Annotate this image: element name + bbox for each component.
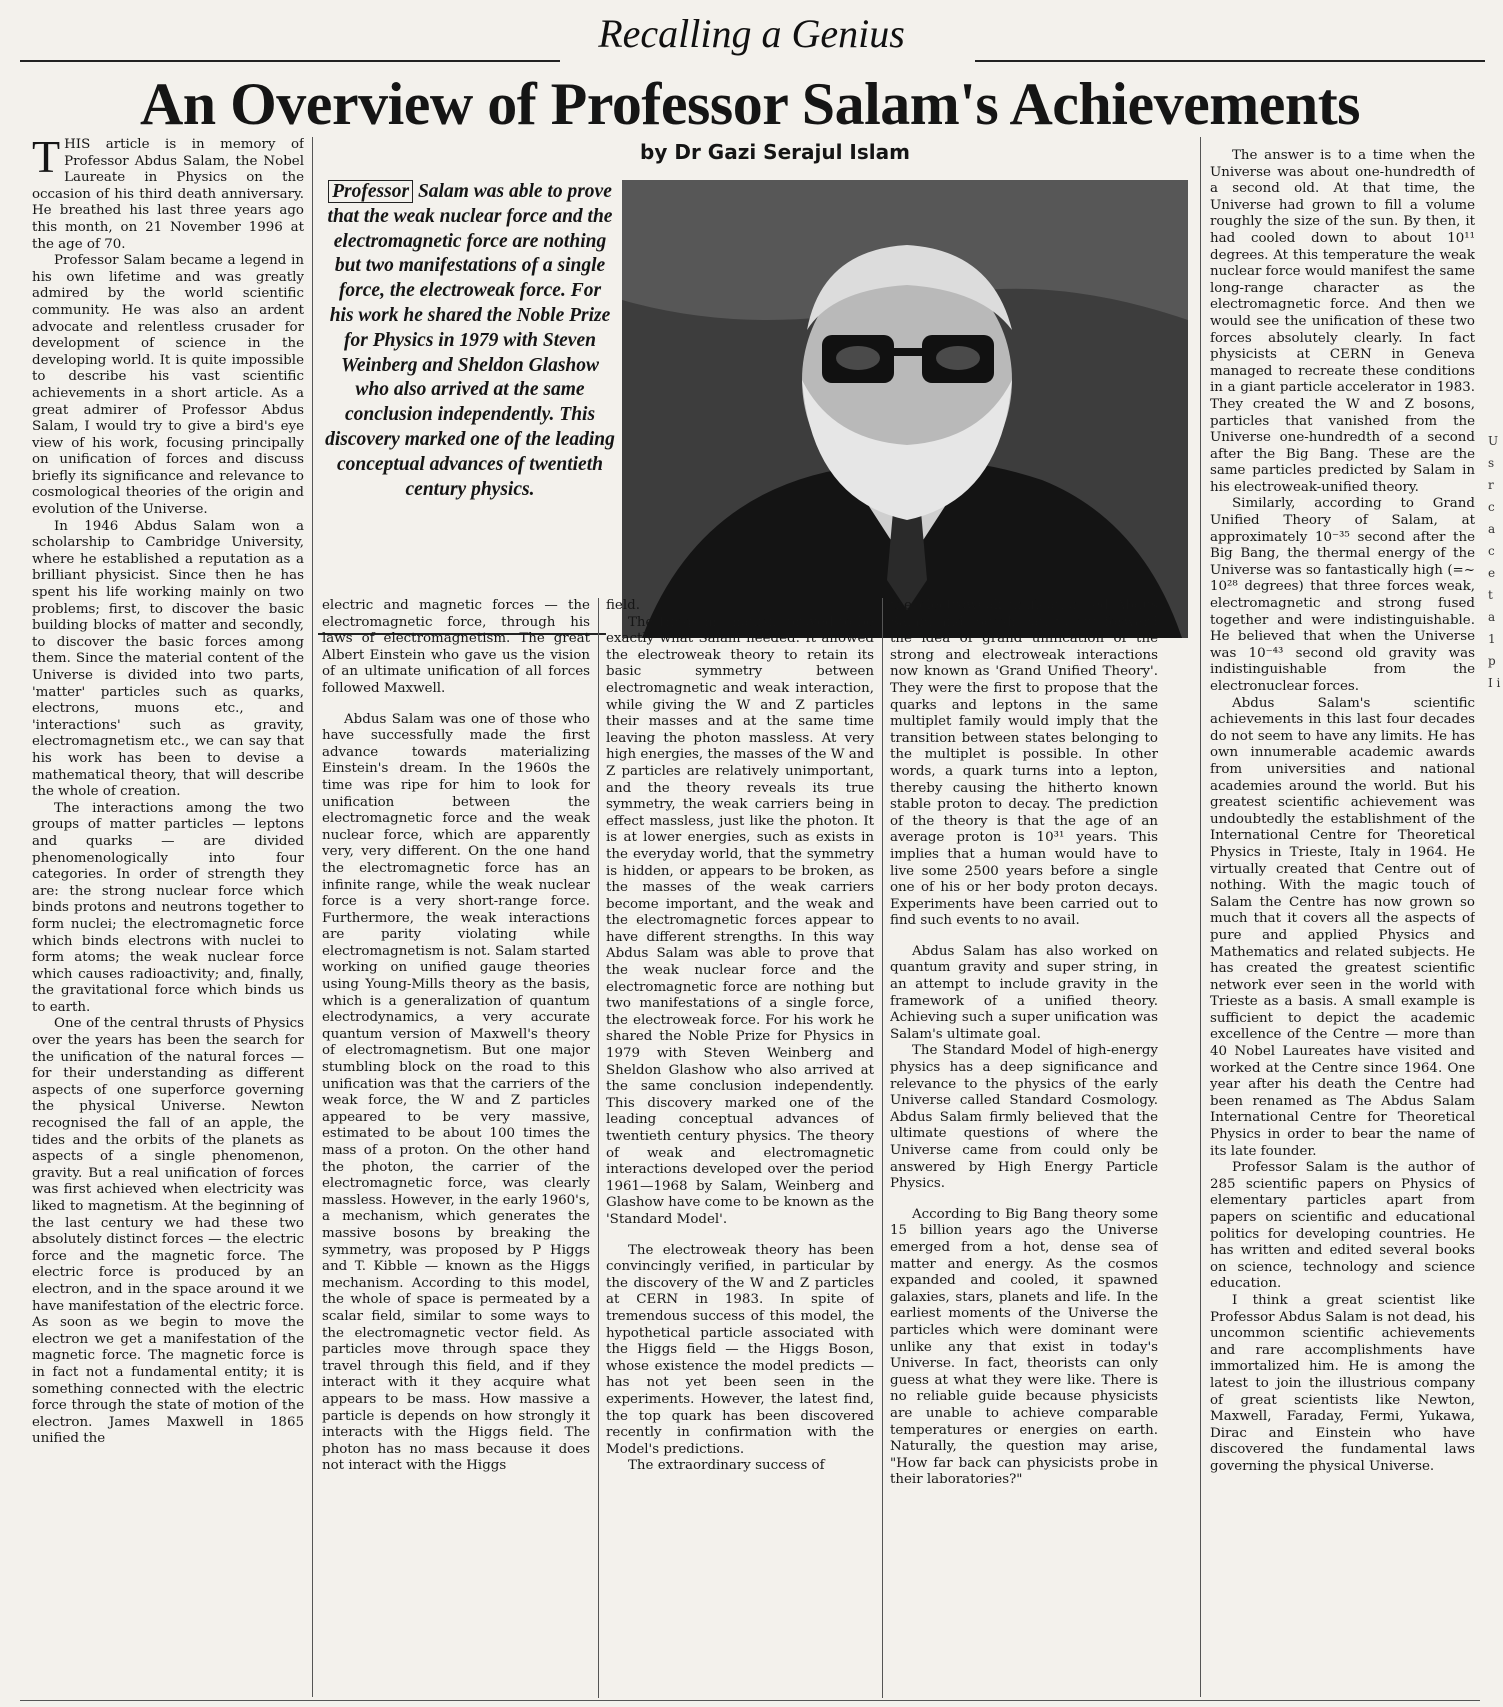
column-2 bbox=[322, 598, 590, 1698]
pull-quote bbox=[325, 180, 615, 502]
kicker: Recalling a Genius bbox=[598, 11, 905, 56]
col4-paragraph-4: According to Big Bang theory some 15 billion years ago the Universe emerged from a hot, dense sea of matter and energy. As the cosmos expanded and cooled, it spawned galaxies, stars, planets and life. In the earliest moments of the Universe the particles which were dominant were unlike any that exist in today's Universe. In fact, theorists can only guess at what they were like. There is no reliable guide because physicists are unable to achieve comparable temperatures or energies on earth. Naturally, the question may arise, "How far back can physicists probe in their laboratories?" bbox=[890, 1206, 1158, 1488]
kicker-rule-right bbox=[975, 60, 1485, 62]
col3-paragraph-1: field. bbox=[606, 598, 640, 613]
column-3 bbox=[606, 598, 874, 1698]
column-1 bbox=[32, 137, 304, 1699]
column-divider bbox=[312, 137, 313, 1697]
portrait-illustration bbox=[622, 180, 1188, 638]
col5-paragraph-3: Abdus Salam's scientific achievements in this last four decades do not seem to have any limits. He has own innumerable academic awards from universities and national academies around the world. But his greatest scientific achievement was undoubtedly the establishment of the International Centre for Theoretical Physics in Trieste, Italy in 1964. He virtually created that Centre out of nothing. With the magic touch of Salam the Centre has now grown so much that it covers all the aspects of pure and applied Physics and Mathematics and related subjects. He has created the greatest scientific network ever seen in the world with Trieste as a basis. A small example is sufficient to depict the academic excellence of the Centre — more than 40 Nobel Laureates have visited and worked at the Centre since 1964. One year after his death the Centre had been renamed as The Abdus Salam International Centre for Theoretical Physics in order to bear the name of its late founder. bbox=[1210, 695, 1475, 1159]
col5-paragraph-1: The answer is to a time when the Universe was about one-hundredth of a second old. At that time, the Universe had grown to fill a volume roughly the size of the sun. By then, it had cooled down to about 10¹¹ degrees. At this temperature the weak nuclear force would manifest the same long-range character as the electromagnetic force. And then we would see the unification of these two forces absolutely clearly. In fact physicists at CERN in Geneva managed to recreate these conditions in a giant particle accelerator in 1983. They created the W and Z bosons, particles that vanished from the Universe one-hundredth of a second after the Big Bang. These are the same particles predicted by Salam in his electroweak-unified theory. bbox=[1210, 148, 1475, 495]
pull-quote-text: Salam was able to prove that the weak nuclear force and the electromagnetic force are nothing but two manifestations of a single force, the electroweak force. For his work he shared the Noble Prize for Physics in 1979 with Steven Weinberg and Sheldon Glashow who also arrived at the same conclusion independently. This discovery marked one of the leading conceptual advances of twentieth century physics. bbox=[325, 181, 615, 500]
column-5 bbox=[1210, 148, 1475, 1698]
col4-paragraph-3: The Standard Model of high-energy physics has a deep significance and relevance to the physics of the early Universe called Standard Cosmology. Abdus Salam firmly believed that the ultimate questions of where the Universe came from could only be answered by High Energy Particle Physics. bbox=[890, 1043, 1158, 1192]
column-divider bbox=[598, 598, 599, 1698]
col3-paragraph-4: The extraordinary success of bbox=[628, 1458, 825, 1474]
portrait-photo bbox=[622, 180, 1188, 638]
col1-paragraph-4: The interactions among the two groups of matter particles — leptons and quarks — are divided phenomenologically into four categories. In order of strength they are: the strong nuclear force which binds protons and neutrons together to form nuclei; the electromagnetic force which binds electrons with nuclei to form atoms; the weak nuclear force which causes radioactivity; and, finally, the gravitational force which binds us to earth. bbox=[32, 800, 304, 1015]
byline: by Dr Gazi Serajul Islam bbox=[640, 140, 910, 164]
drop-cap: T bbox=[32, 137, 61, 182]
col2-paragraph-2: Abdus Salam was one of those who have successfully made the first advance towards materializing Einstein's dream. In the 1960s the time was ripe for him to look for unification between the electromagnetic force and the weak nuclear force, which are apparently very, very different. On the one hand the electromagnetic force has an infinite range, while the weak nuclear force is a very short-range force. Furthermore, the weak interactions are parity violating while electromagnetism is not. Salam started working on unified gauge theories using Young-Mills theory as the basis, which is a generalization of quantum electrodynamics, a very accurate quantum version of Maxwell's theory of electromagnetism. But one major stumbling block on the road to this unification was that the carriers of the weak force, the W and Z particles appeared to be very massive, estimated to be about 100 times the mass of a proton. On the other hand the photon, the carrier of the electromagnetic force, was clearly massless. However, in the early 1960's, a mechanism, which generates the massive bosons by breaking the symmetry, was proposed by P Higgs and T. Kibble — known as the Higgs mechanism. According to this model, the whole of space is permeated by a scalar field, similar to some ways to the electromagnetic vector field. As particles move through space they travel through this field, and if they interact with it they acquire what appears to be mass. How massive a particle is depends on how strongly it interacts with the Higgs field. The photon has no mass because it does not interact with the Higgs bbox=[322, 711, 590, 1474]
pull-quote-tag: Professor bbox=[328, 180, 413, 203]
column-divider bbox=[1200, 137, 1201, 1697]
col3-paragraph-3: The electroweak theory has been convincingly verified, in particular by the discovery of the W and Z particles at CERN in 1983. In spite of tremendous success of this model, the hypothetical particle associated with the Higgs field — the Higgs Boson, whose existence the model predicts — has not yet been seen in the experiments. However, the latest find, the top quark has been discovered recently in confirmation with the Model's predictions. bbox=[606, 1242, 874, 1457]
column-divider bbox=[882, 598, 883, 1698]
bottom-rule bbox=[20, 1700, 1480, 1701]
col5-paragraph-2: Similarly, according to Grand Unified Theory of Salam, at approximately 10⁻³⁵ second after the Big Bang, the thermal energy of the Universe was so fantastically high (=~ 10²⁸ degrees) that three forces weak, electromagnetic and strong fused together and were indistinguishable. He believed that when the Universe was 10⁻⁴³ second old gravity was indistinguishable from the electronuclear forces. bbox=[1210, 496, 1475, 694]
col4-paragraph-1: the electroweak unification led Abdus Salam and Jogesh Pati to put forward the idea of grand unification of the strong and electroweak interactions now known as 'Grand Unified Theory'. They were the first to propose that the quarks and leptons in the same multiplet family would imply that the transition between states belonging to the multiplet is possible. In other words, a quark turns into a lepton, thereby causing the hitherto known stable proton to decay. The prediction of the theory is that the age of an average proton is 10³¹ years. This implies that a human would have to live some 2500 years before a single one of his or her body proton decays. Experiments have been carried out to find such events to no avail. bbox=[890, 598, 1158, 929]
col2-paragraph-1: electric and magnetic forces — the electromagnetic force, through his laws of electromagnetism. The great Albert Einstein who gave us the vision of an ultimate unification of all forces followed Maxwell. bbox=[322, 598, 590, 696]
kicker-rule-left bbox=[20, 60, 560, 62]
col1-paragraph-2: Professor Salam became a legend in his own lifetime and was greatly admired by the world scientific community. He was also an ardent advocate and relentless crusader for development of science in the developing world. It is quite impossible to describe his vast scientific achievements in a short article. As a great admirer of Professor Abdus Salam, I would try to give a bird's eye view of his work, focusing principally on unification of forces and discuss briefly its significance and relevance to cosmological theories of the origin and evolution of the Universe. bbox=[32, 253, 304, 518]
col3-paragraph-2: The Higgs mechanism proved to be exactly what Salam needed. It allowed the electroweak theory to retain its basic symmetry between electromagnetic and weak interaction, while giving the W and Z particles their masses and at the same time leaving the photon massless. At very high energies, the masses of the W and Z particles are relatively unimportant, and the theory reveals its true symmetry, the weak carriers being in effect massless, just like the photon. It is at lower energies, such as exists in the everyday world, that the symmetry is hidden, or appears to be broken, as the masses of the weak carriers become important, and the weak and the electromagnetic forces appear to have different strengths. In this way Abdus Salam was able to prove that the weak nuclear force and the electromagnetic force are nothing but two manifestations of a single force, the electroweak force. For his work he shared the Noble Prize for Physics in 1979 with Steven Weinberg and Sheldon Glashow who also arrived at the same conclusion independently. This discovery marked one of the leading conceptual advances of twentieth century physics. The theory of weak and electromagnetic interactions developed over the period 1961—1968 by Salam, Weinberg and Glashow have come to be known as the 'Standard Model'. bbox=[606, 614, 874, 1227]
col1-paragraph-3: In 1946 Abdus Salam won a scholarship to Cambridge University, where he established a reputation as a brilliant physicist. Since then he has spent his life working mainly on two problems; first, to discover the basic building blocks of matter and secondly, to discover the basic forces among them. Since the material content of the Universe is divided into two parts, 'matter' particles such as quarks, electrons, muons etc., and 'interactions' such as gravity, electromagnetism etc., we can say that his work has been to devise a mathematical theory, that will describe the whole of creation. bbox=[32, 518, 304, 800]
col5-paragraph-5: I think a great scientist like Professor Abdus Salam is not dead, his uncommon scientific achievements and rare accomplishments have immortalized him. He is among the latest to join the illustrious company of great scientists like Newton, Maxwell, Faraday, Fermi, Yukawa, Dirac and Einstein who have discovered the fundamental laws governing the physical Universe. bbox=[1210, 1292, 1475, 1474]
col4-paragraph-2: Abdus Salam has also worked on quantum gravity and super string, in an attempt to include gravity in the framework of a unified theory. Achieving such a super unification was Salam's ultimate goal. bbox=[890, 943, 1158, 1042]
headline: An Overview of Professor Salam's Achievements bbox=[139, 71, 1361, 137]
col5-paragraph-4: Professor Salam is the author of 285 scientific papers on Physics of elementary particles apart from papers on scientific and educational politics for developing countries. He has written and edited several books on science, technology and science education. bbox=[1210, 1160, 1475, 1292]
adjacent-article-edge: U s r c a c e t a 1 p I i bbox=[1488, 434, 1501, 690]
col1-paragraph-5: One of the central thrusts of Physics over the years has been the search for the unification of the natural forces — for their understanding as different aspects of one superforce governing the physical Universe. Newton recognised the fall of an apple, the tides and the orbits of the planets as aspects of a single phenomenon, gravity. But a real unification of forces was first achieved when electricity was liked to magnetism. At the beginning of the last century we had these two absolutely distinct forces — the electric force and the magnetic force. The electric force is produced by an electron, and in the space around it we have manifestation of the electric force. As soon as we begin to move the electron we get a manifestation of the magnetic force. The magnetic force is in fact not a fundamental entity; it is something connected with the electric force through the state of motion of the electron. James Maxwell in 1865 unified the bbox=[32, 1016, 304, 1447]
column-4 bbox=[890, 598, 1158, 1698]
col1-paragraph-1: THIS article is in memory of Professor Abdus Salam, the Nobel Laureate in Physics on the occasion of his third death anniversary. He breathed his last three years ago this month, on 21 November 1996 at the age of 70. bbox=[32, 137, 304, 252]
